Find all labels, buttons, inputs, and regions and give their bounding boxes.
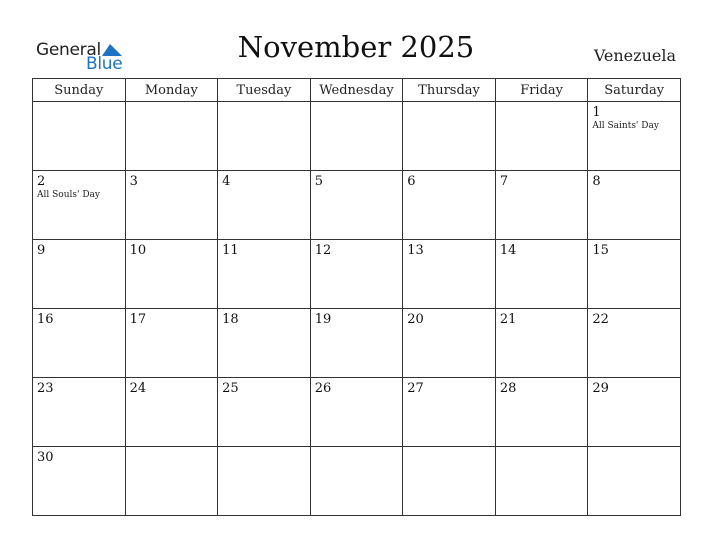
day-cell bbox=[403, 447, 496, 516]
day-number: 29 bbox=[592, 381, 609, 396]
day-number: 19 bbox=[314, 312, 332, 327]
day-cell bbox=[495, 447, 588, 516]
page-title: November 2025 bbox=[237, 30, 475, 64]
day-cell bbox=[495, 309, 588, 378]
weekday-saturday: Saturday bbox=[588, 79, 681, 102]
day-number: 23 bbox=[37, 381, 54, 396]
day-cell bbox=[33, 240, 126, 309]
day-number: 24 bbox=[129, 381, 147, 396]
day-cell bbox=[125, 102, 218, 171]
day-cell bbox=[125, 171, 218, 240]
day-cell bbox=[403, 240, 496, 309]
weekday-sunday: Sunday bbox=[33, 79, 126, 102]
day-cell bbox=[588, 240, 681, 309]
day-number: 2 bbox=[37, 174, 46, 189]
day-cell bbox=[588, 309, 681, 378]
day-cell bbox=[33, 171, 126, 240]
day-cell bbox=[310, 171, 403, 240]
holiday-label: All Souls' Day bbox=[37, 190, 100, 200]
day-number: 3 bbox=[129, 174, 138, 189]
day-cell bbox=[218, 240, 311, 309]
day-cell bbox=[218, 447, 311, 516]
day-cell bbox=[495, 378, 588, 447]
day-cell bbox=[403, 309, 496, 378]
day-cell bbox=[310, 447, 403, 516]
holiday-label: All Saints' Day bbox=[592, 121, 659, 131]
day-cell bbox=[33, 102, 126, 171]
day-number: 11 bbox=[222, 243, 239, 258]
day-cell bbox=[218, 309, 311, 378]
day-cell bbox=[495, 102, 588, 171]
day-cell bbox=[310, 309, 403, 378]
logo-word-general: General bbox=[36, 40, 101, 60]
week-row bbox=[33, 171, 681, 240]
day-number: 27 bbox=[407, 381, 424, 396]
day-cell bbox=[495, 171, 588, 240]
week-row bbox=[33, 309, 681, 378]
day-cell bbox=[403, 102, 496, 171]
day-cell bbox=[588, 447, 681, 516]
day-number: 18 bbox=[222, 312, 239, 327]
day-cell bbox=[403, 378, 496, 447]
day-number: 22 bbox=[592, 312, 609, 327]
day-number: 17 bbox=[129, 312, 147, 327]
week-row bbox=[33, 240, 681, 309]
week-row bbox=[33, 447, 681, 516]
day-number: 6 bbox=[407, 174, 416, 189]
day-number: 20 bbox=[407, 312, 424, 327]
weekday-thursday: Thursday bbox=[403, 79, 496, 102]
day-cell bbox=[310, 102, 403, 171]
weekday-monday: Monday bbox=[125, 79, 218, 102]
day-number: 12 bbox=[314, 243, 332, 258]
logo-word-blue: Blue bbox=[86, 54, 123, 74]
day-cell bbox=[310, 240, 403, 309]
day-number: 16 bbox=[37, 312, 54, 327]
day-cell bbox=[33, 378, 126, 447]
day-number: 1 bbox=[592, 105, 601, 120]
day-number: 13 bbox=[407, 243, 424, 258]
day-cell bbox=[125, 309, 218, 378]
weekday-friday: Friday bbox=[495, 79, 588, 102]
day-cell bbox=[125, 378, 218, 447]
day-number: 5 bbox=[314, 174, 323, 189]
day-number: 15 bbox=[592, 243, 609, 258]
weekday-wednesday: Wednesday bbox=[310, 79, 403, 102]
day-cell bbox=[125, 447, 218, 516]
day-cell bbox=[588, 102, 681, 171]
day-number: 21 bbox=[499, 312, 517, 327]
day-cell bbox=[218, 171, 311, 240]
day-cell bbox=[218, 102, 311, 171]
day-number: 4 bbox=[222, 174, 231, 189]
country-label: Venezuela bbox=[593, 46, 676, 65]
day-cell bbox=[588, 171, 681, 240]
day-number: 7 bbox=[499, 174, 509, 189]
day-number: 8 bbox=[592, 174, 601, 189]
day-cell bbox=[125, 240, 218, 309]
day-cell bbox=[495, 240, 588, 309]
day-cell bbox=[588, 378, 681, 447]
calendar-grid bbox=[32, 78, 681, 516]
weekday-tuesday: Tuesday bbox=[218, 79, 311, 102]
day-cell bbox=[310, 378, 403, 447]
day-number: 25 bbox=[222, 381, 239, 396]
day-cell bbox=[218, 378, 311, 447]
weekday-header-row bbox=[33, 79, 681, 102]
day-number: 9 bbox=[37, 243, 46, 258]
day-number: 30 bbox=[37, 450, 54, 465]
day-number: 26 bbox=[314, 381, 332, 396]
day-cell bbox=[403, 171, 496, 240]
day-cell bbox=[33, 447, 126, 516]
day-number: 28 bbox=[499, 381, 517, 396]
week-row bbox=[33, 378, 681, 447]
day-number: 14 bbox=[499, 243, 517, 258]
day-cell bbox=[33, 309, 126, 378]
day-number: 10 bbox=[129, 243, 147, 258]
week-row bbox=[33, 102, 681, 171]
